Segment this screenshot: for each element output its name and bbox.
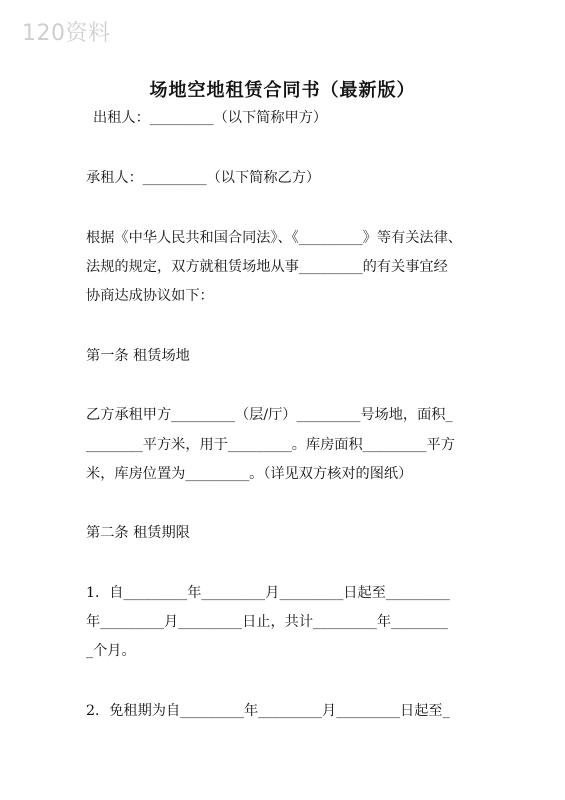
lessee-line: 承租人：_________（以下简称乙方） <box>86 170 321 186</box>
lessor-line: 出租人：_________（以下简称甲方） <box>93 110 328 126</box>
term-item-1-line-1: 1．自_________年_________月_________日起至_________ <box>86 585 450 601</box>
article-2-heading: 第二条 租赁期限 <box>86 525 190 541</box>
preamble-line-1: 根据《中华人民共和国合同法》、《_________》等有关法律、 <box>86 230 462 246</box>
preamble-line-3: 协商达成协议如下： <box>86 288 214 304</box>
document-title: 场地空地租赁合同书（最新版） <box>149 80 416 101</box>
preamble-line-2: 法规的规定，双方就租赁场地从事_________的有关事宜经 <box>86 259 448 275</box>
term-item-1-line-2: 年_________月_________日止，共计_________年________ <box>86 614 448 630</box>
article-1-line-3: 米，库房位置为_________。（详见双方核对的图纸） <box>86 466 413 482</box>
term-item-2-line-1: 2．免租期为自_________年_________月_________日起至_ <box>86 703 450 719</box>
article-1-line-1: 乙方承租甲方_________（层/厅）_________号场地，面积_ <box>86 407 453 423</box>
article-1-heading: 第一条 租赁场地 <box>86 348 190 364</box>
watermark-logo: 120资料 <box>22 21 111 46</box>
article-1-line-2: ________平方米，用于_________。库房面积_________平方 <box>86 437 455 453</box>
term-item-1-line-3: _个月。 <box>86 643 136 659</box>
